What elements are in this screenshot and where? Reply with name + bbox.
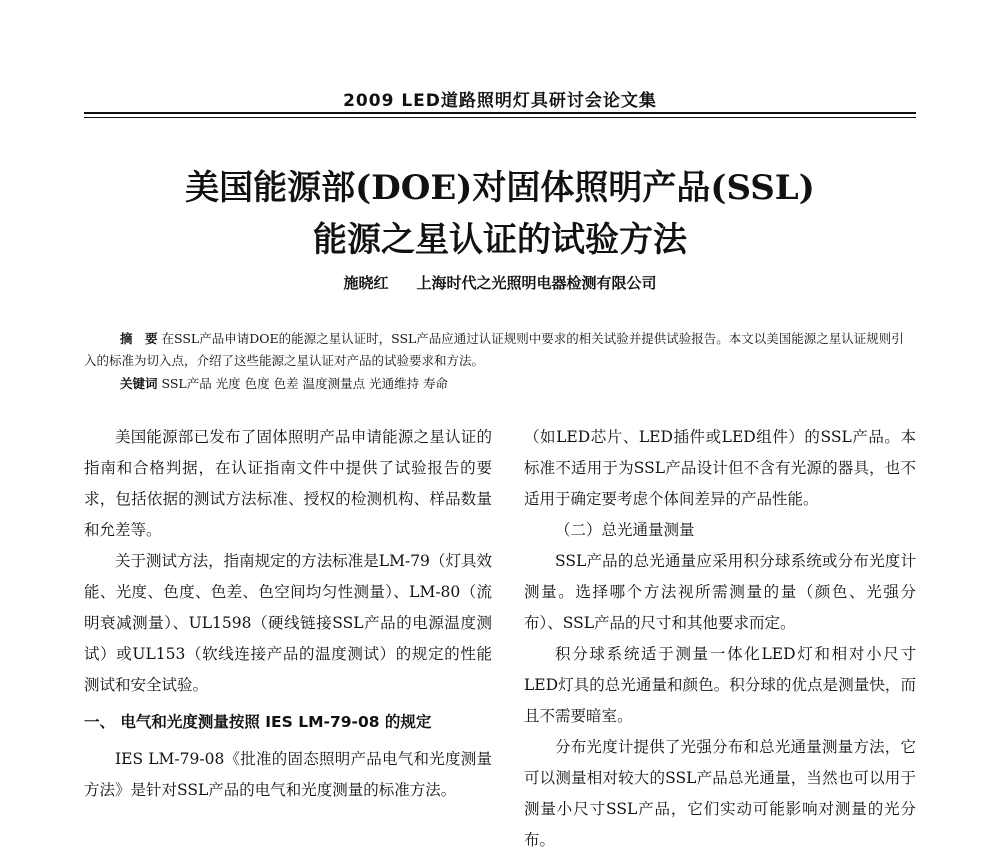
paper-title-line1: 美国能源部(DOE)对固体照明产品(SSL) bbox=[185, 168, 815, 208]
author-affiliation: 上海时代之光照明电器检测有限公司 bbox=[416, 274, 657, 292]
paper-title-line2: 能源之星认证的试验方法 bbox=[313, 220, 687, 260]
right-paragraph-1: （如LED芯片、LED插件或LED组件）的SSL产品。本标准不适用于为SSL产品设计但不含有光源的器具，也不适用于确定要考虑个体间差异的产品性能。 bbox=[524, 428, 916, 508]
left-paragraph-1: 美国能源部已发布了固体照明产品申请能源之星认证的指南和合格判据，在认证指南文件中提供了试验报告的要求，包括依据的测试方法标准、授权的检测机构、样品数量和允差等。 bbox=[84, 428, 492, 539]
subsection-heading-2: （二）总光通量测量 bbox=[555, 521, 695, 539]
author-name: 施晓红 bbox=[343, 274, 389, 292]
right-paragraph-2: SSL产品的总光通量应采用积分球系统或分布光度计测量。选择哪个方法视所需测量的量（颜色、光强分布）、SSL产品的尺寸和其他要求而定。 bbox=[524, 552, 916, 632]
author-line bbox=[0, 272, 1000, 293]
keywords-text: SSL产品 光度 色度 色差 温度测量点 光通维持 寿命 bbox=[161, 376, 449, 391]
abstract bbox=[84, 328, 916, 372]
section-heading-1: 一、 电气和光度测量按照 IES LM-79-08 的规定 bbox=[84, 713, 432, 731]
header-rule-thick bbox=[84, 112, 916, 114]
right-column bbox=[524, 422, 916, 856]
keywords bbox=[120, 374, 916, 392]
left-paragraph-2: 关于测试方法，指南规定的方法标准是LM-79（灯具效能、光度、色度、色差、色空间均匀性测量）、LM-80（流明衰减测量）、UL1598（硬线链接SSL产品的电源温度测试）或UL153（软线连接产品的温度测试）的规定的性能测试和安全试验。 bbox=[84, 552, 492, 694]
header-rule-thin bbox=[84, 117, 916, 118]
abstract-label: 摘 要 bbox=[120, 331, 158, 346]
right-paragraph-3: 积分球系统适于测量一体化LED灯和相对小尺寸LED灯具的总光通量和颜色。积分球的优点是测量快，而且不需要暗室。 bbox=[524, 645, 916, 725]
right-paragraph-4: 分布光度计提供了光强分布和总光通量测量方法，它可以测量相对较大的SSL产品总光通量，当然也可以用于测量小尺寸SSL产品，它们实动可能影响对测量的光分布。 bbox=[524, 738, 916, 849]
abstract-text: 在SSL产品申请DOE的能源之星认证时，SSL产品应通过认证规则中要求的相关试验并提供试验报告。本文以美国能源之星认证规则引入的标准为切入点，介绍了这些能源之星认证对产品的试验要求和方法。 bbox=[84, 331, 904, 368]
keywords-label: 关键词 bbox=[120, 376, 158, 391]
running-header: 2009 LED道路照明灯具研讨会论文集 bbox=[343, 91, 657, 111]
left-column bbox=[84, 422, 492, 806]
left-paragraph-3: IES LM-79-08《批准的固态照明产品电气和光度测量方法》是针对SSL产品的电气和光度测量的标准方法。 bbox=[84, 750, 492, 799]
